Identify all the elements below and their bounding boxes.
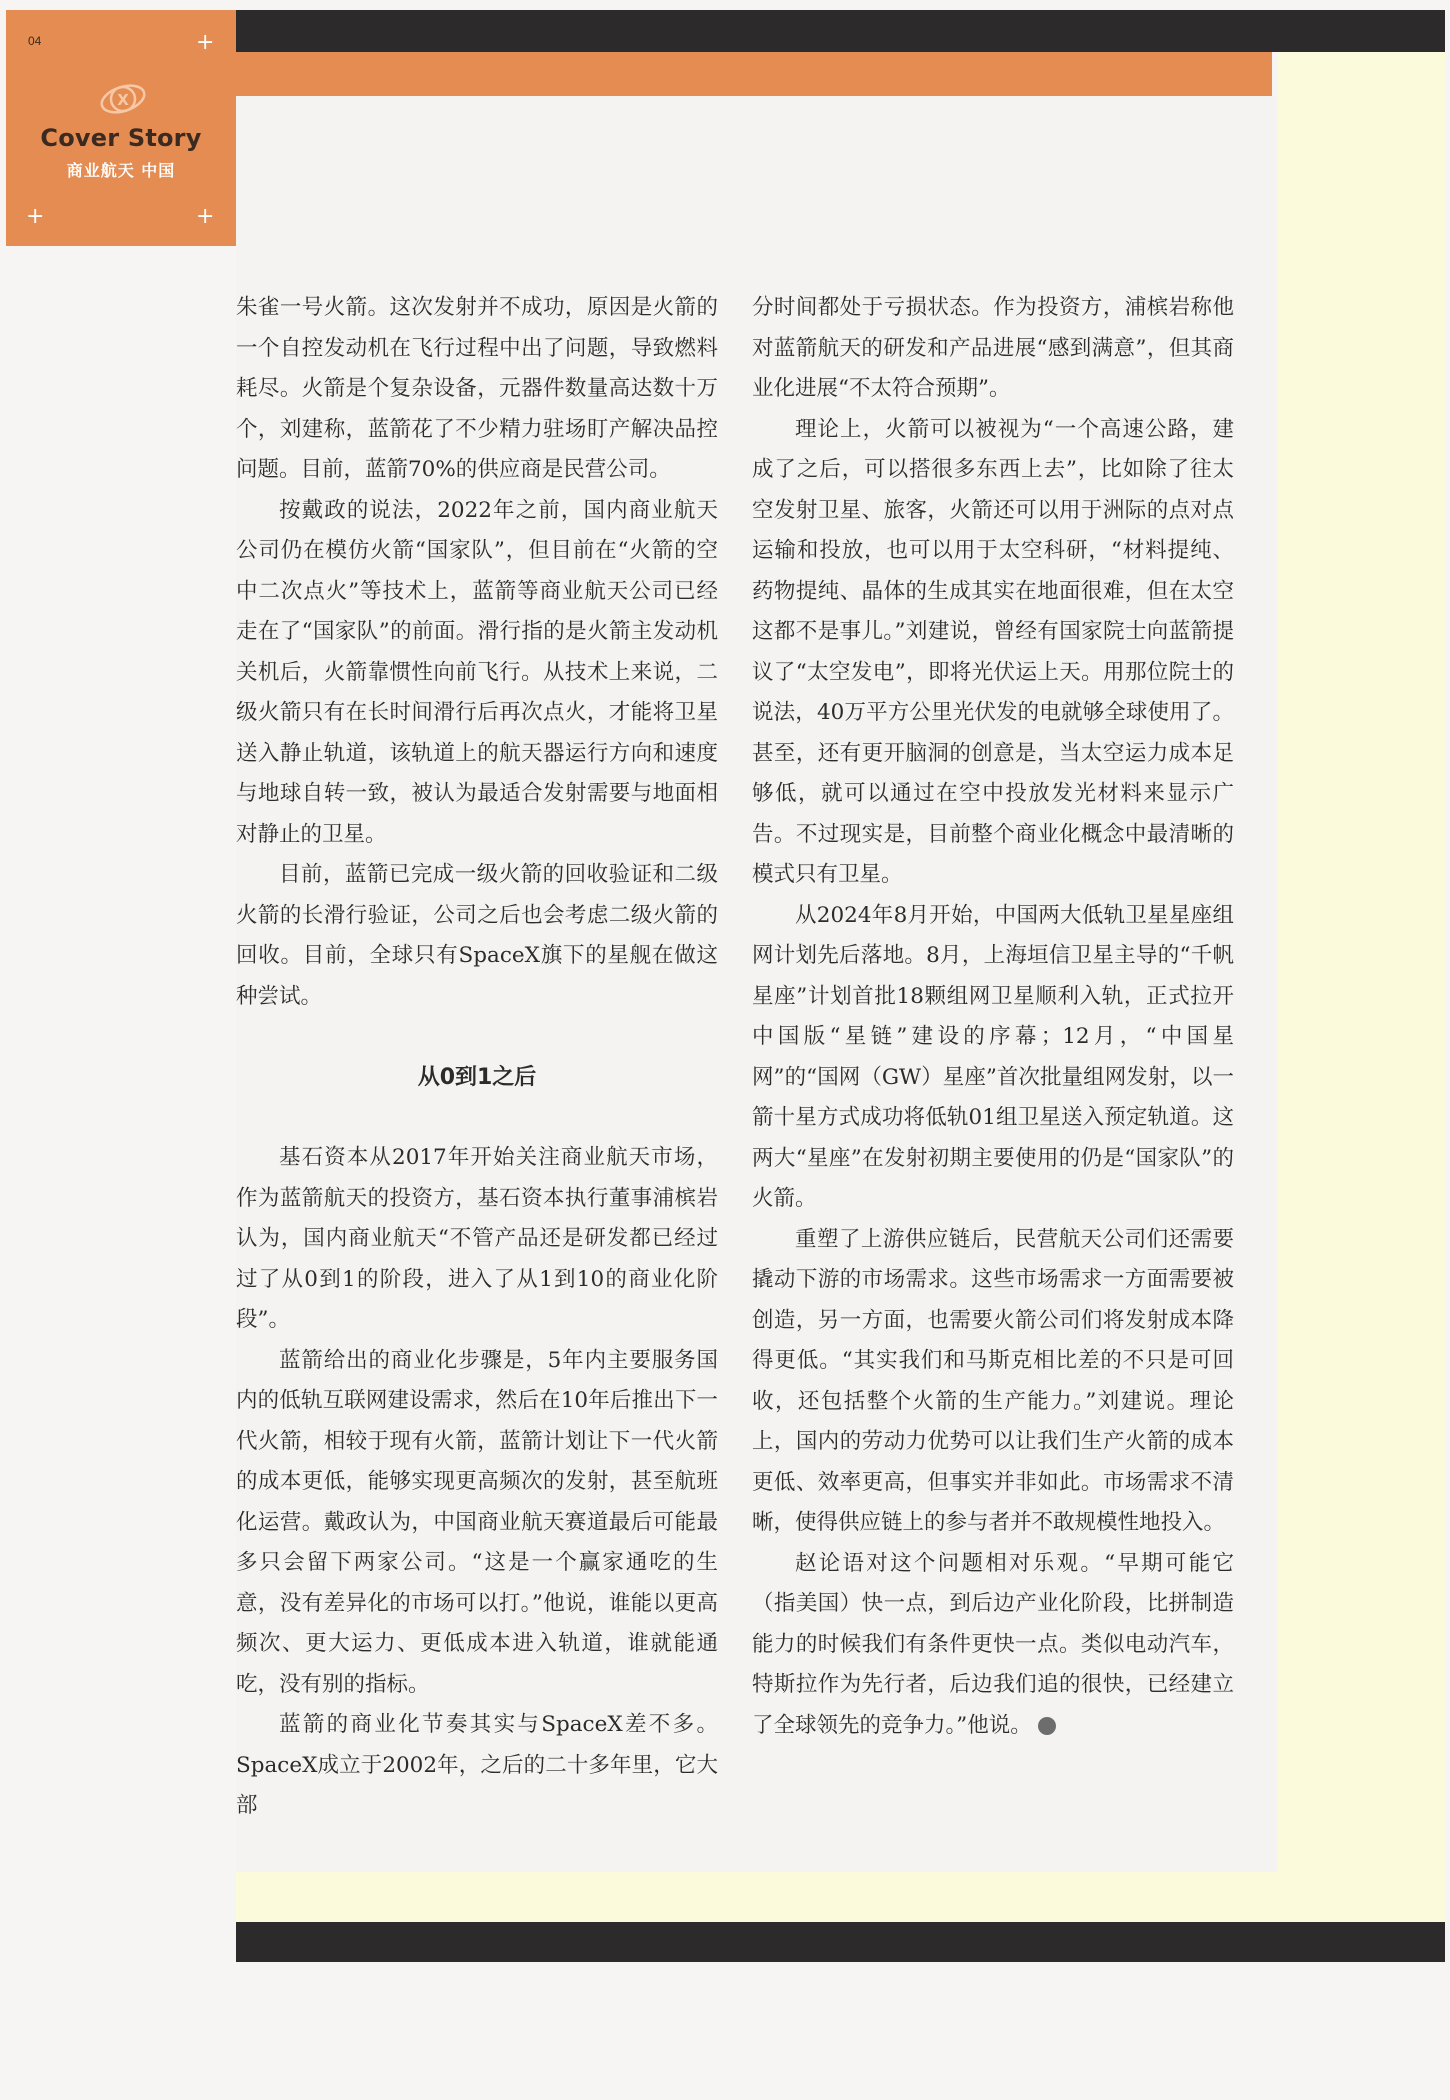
section-title: Cover Story	[40, 124, 202, 152]
paragraph: 蓝箭给出的商业化步骤是，5年内主要服务国内的低轨互联网建设需求，然后在10年后推出下一代火箭，相较于现有火箭，蓝箭计划让下一代火箭的成本更低，能够实现更高频次的发射，甚至航班化运营。戴政认为，中国商业航天赛道最后可能最多只会留下两家公司。“这是一个赢家通吃的生意，没有差异化的市场可以打。”他说，谁能以更高频次、更大运力、更低成本进入轨道，谁就能通吃，没有别的指标。	[236, 1347, 718, 1697]
section-heading: 从0到1之后	[417, 1065, 537, 1090]
cover-story-badge	[6, 10, 236, 246]
paragraph: 理论上，火箭可以被视为“一个高速公路，建成了之后，可以搭很多东西上去”，比如除了往太空发射卫星、旅客，火箭还可以用于洲际的点对点运输和投放，也可以用于太空科研，“材料提纯、药物提纯、晶体的生成其实在地面很难，但在太空这都不是事儿。”刘建说，曾经有国家院士向蓝箭提议了“太空发电”，即将光伏运上天。用那位院士的说法，40万平方公里光伏发的电就够全球使用了。甚至，还有更开脑洞的创意是，当太空运力成本足够低，就可以通过在空中投放发光材料来显示广告。不过现实是，目前整个商业化概念中最清晰的模式只有卫星。	[752, 416, 1234, 887]
plus-icon: +	[26, 204, 45, 229]
paragraph: 分时间都处于亏损状态。作为投资方，浦槟岩称他对蓝箭航天的研发和产品进展“感到满意”，但其商业化进展“不太符合预期”。	[752, 295, 1234, 401]
paragraph: 从2024年8月开始，中国两大低轨卫星星座组网计划先后落地。8月，上海垣信卫星主导的“千帆星座”计划首批18颗组网卫星顺利入轨，正式拉开中国版“星链”建设的序幕；12月，“中国星网”的“国网（GW）星座”首次批量组网发射，以一箭十星方式成功将低轨01组卫星送入预定轨道。这两大“星座”在发射初期主要使用的仍是“国家队”的火箭。	[752, 902, 1234, 1211]
article-column-left	[236, 288, 718, 1827]
paragraph: 蓝箭的商业化节奏其实与SpaceX差不多。SpaceX成立于2002年，之后的二十多年里，它大部	[236, 1712, 718, 1818]
section-subtitle: 商业航天 中国	[66, 161, 176, 180]
page-number: 04	[28, 34, 42, 48]
logo-icon	[96, 78, 150, 118]
article-column-right	[752, 288, 1234, 1746]
top-orange-bar	[236, 52, 1272, 96]
last-paragraph	[752, 1544, 1234, 1747]
paragraph: 朱雀一号火箭。这次发射并不成功，原因是火箭的一个自控发动机在飞行过程中出了问题，导致燃料耗尽。火箭是个复杂设备，元器件数量高达数十万个，刘建称，蓝箭花了不少精力驻场盯产解决品控问题。目前，蓝箭70%的供应商是民营公司。	[236, 295, 718, 482]
plus-icon: +	[196, 204, 215, 229]
right-yellow-band	[1278, 52, 1445, 1922]
plus-icon: +	[196, 30, 215, 55]
svg-text:X: X	[117, 91, 129, 109]
end-mark-icon	[1038, 1717, 1056, 1735]
paragraph: 按戴政的说法，2022年之前，国内商业航天公司仍在模仿火箭“国家队”，但目前在“火箭的空中二次点火”等技术上，蓝箭等商业航天公司已经走在了“国家队”的前面。滑行指的是火箭主发动机关机后，火箭靠惯性向前飞行。从技术上来说，二级火箭只有在长时间滑行后再次点火，才能将卫星送入静止轨道，该轨道上的航天器运行方向和速度与地球自转一致，被认为最适合发射需要与地面相对静止的卫星。	[236, 497, 718, 847]
paragraph: 目前，蓝箭已完成一级火箭的回收验证和二级火箭的长滑行验证，公司之后也会考虑二级火箭的回收。目前，全球只有SpaceX旗下的星舰在做这种尝试。	[236, 862, 718, 1009]
paragraph: 重塑了上游供应链后，民营航天公司们还需要撬动下游的市场需求。这些市场需求一方面需要被创造，另一方面，也需要火箭公司们将发射成本降得更低。“其实我们和马斯克相比差的不只是可回收，还包括整个火箭的生产能力。”刘建说。理论上，国内的劳动力优势可以让我们生产火箭的成本更低、效率更高，但事实并非如此。市场需求不清晰，使得供应链上的参与者并不敢规模性地投入。	[752, 1226, 1234, 1535]
paragraph-text: 赵论语对这个问题相对乐观。“早期可能它（指美国）快一点，到后边产业化阶段，比拼制造能力的时候我们有条件更快一点。类似电动汽车，特斯拉作为先行者，后边我们追的很快，已经建立了全球领先的竞争力。”他说。	[752, 1550, 1234, 1738]
paragraph: 基石资本从2017年开始关注商业航天市场，作为蓝箭航天的投资方，基石资本执行董事浦槟岩认为，国内商业航天“不管产品还是研发都已经过过了从0到1的阶段，进入了从1到10的商业化阶段”。	[236, 1145, 718, 1332]
top-dark-bar	[236, 10, 1445, 52]
bottom-dark-bar	[236, 1922, 1445, 1962]
bottom-yellow-band	[236, 1872, 1445, 1922]
